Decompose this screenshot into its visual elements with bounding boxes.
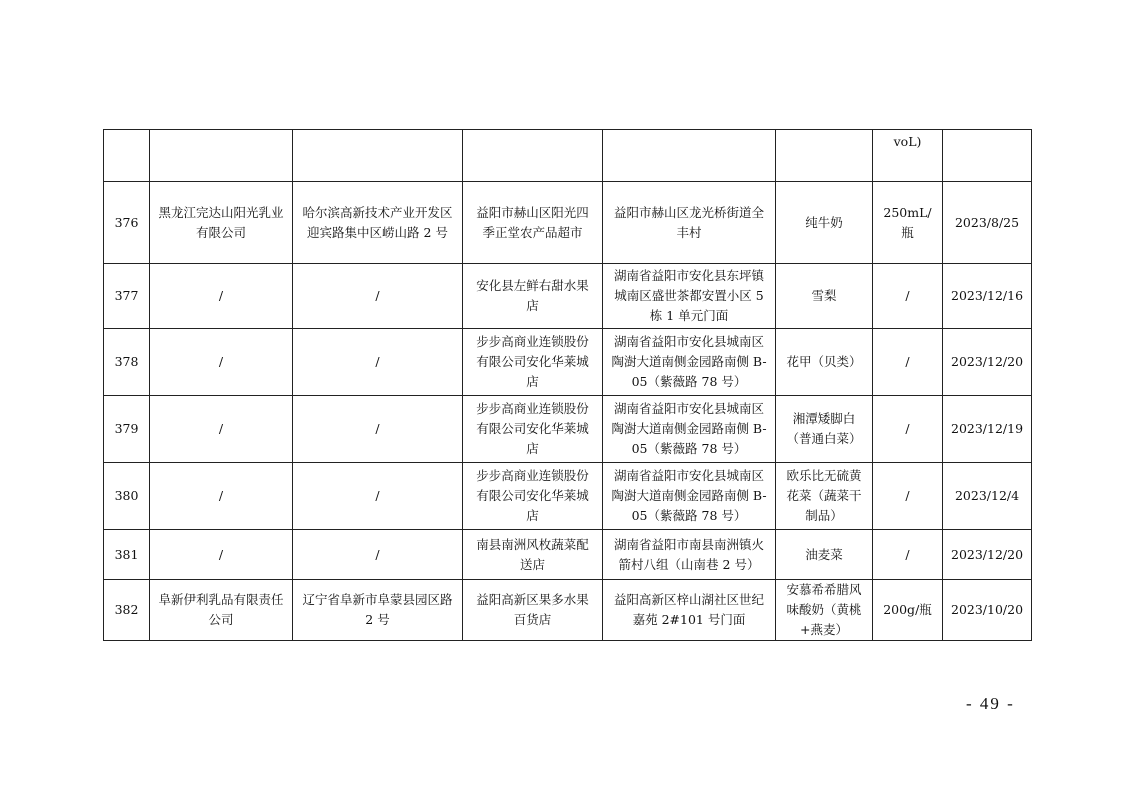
cell-producer: / — [150, 264, 293, 329]
cell-product: 雪梨 — [776, 264, 873, 329]
cell-seller: 步步高商业连锁股份有限公司安化华莱城店 — [463, 463, 603, 530]
cell-product: 油麦菜 — [776, 530, 873, 580]
cell-date: 2023/8/25 — [943, 182, 1032, 264]
cell-producer: 阜新伊利乳品有限责任公司 — [150, 580, 293, 641]
table-row — [104, 182, 1032, 264]
table-row — [104, 580, 1032, 641]
cell-spec-fragment: voL) — [873, 130, 943, 182]
cell-date: 2023/12/16 — [943, 264, 1032, 329]
cell-empty — [293, 130, 463, 182]
cell-producer: 黑龙江完达山阳光乳业有限公司 — [150, 182, 293, 264]
cell-seller: 步步高商业连锁股份有限公司安化华莱城店 — [463, 329, 603, 396]
cell-product: 安慕希希腊风味酸奶（黄桃+燕麦） — [776, 580, 873, 641]
cell-seller: 益阳市赫山区阳光四季正堂农产品超市 — [463, 182, 603, 264]
cell-no: 381 — [104, 530, 150, 580]
table-row — [104, 329, 1032, 396]
cell-producer-address: 哈尔滨高新技术产业开发区迎宾路集中区崂山路 2 号 — [293, 182, 463, 264]
cell-seller: 南县南洲风枚蔬菜配送店 — [463, 530, 603, 580]
cell-product: 欧乐比无硫黄花菜（蔬菜干制品） — [776, 463, 873, 530]
cell-date: 2023/10/20 — [943, 580, 1032, 641]
cell-date: 2023/12/20 — [943, 329, 1032, 396]
page-number: - 49 - — [966, 694, 1015, 713]
cell-spec: / — [873, 329, 943, 396]
cell-seller-address: 益阳高新区梓山湖社区世纪嘉苑 2#101 号门面 — [603, 580, 776, 641]
cell-empty — [943, 130, 1032, 182]
cell-seller-address: 湖南省益阳市安化县城南区陶澍大道南侧金园路南侧 B-05（紫薇路 78 号） — [603, 463, 776, 530]
table-row — [104, 530, 1032, 580]
cell-seller: 安化县左鲜右甜水果店 — [463, 264, 603, 329]
cell-seller-address: 湖南省益阳市安化县城南区陶澍大道南侧金园路南侧 B-05（紫薇路 78 号） — [603, 329, 776, 396]
cell-producer-address: / — [293, 530, 463, 580]
cell-producer-address: / — [293, 264, 463, 329]
cell-spec: / — [873, 463, 943, 530]
cell-producer: / — [150, 463, 293, 530]
cell-no: 379 — [104, 396, 150, 463]
cell-spec: / — [873, 530, 943, 580]
cell-producer: / — [150, 329, 293, 396]
cell-seller: 益阳高新区果多水果百货店 — [463, 580, 603, 641]
table-row — [104, 264, 1032, 329]
cell-no: 378 — [104, 329, 150, 396]
cell-spec: 250mL/瓶 — [873, 182, 943, 264]
cell-producer-address: / — [293, 396, 463, 463]
cell-no: 376 — [104, 182, 150, 264]
cell-no: 380 — [104, 463, 150, 530]
cell-seller-address: 益阳市赫山区龙光桥街道全丰村 — [603, 182, 776, 264]
cell-empty — [776, 130, 873, 182]
cell-spec: / — [873, 396, 943, 463]
cell-date: 2023/12/20 — [943, 530, 1032, 580]
cell-no: 377 — [104, 264, 150, 329]
cell-spec: 200g/瓶 — [873, 580, 943, 641]
cell-product: 花甲（贝类） — [776, 329, 873, 396]
table-row — [104, 463, 1032, 530]
cell-product: 纯牛奶 — [776, 182, 873, 264]
cell-date: 2023/12/19 — [943, 396, 1032, 463]
cell-empty — [104, 130, 150, 182]
cell-product: 湘潭矮脚白（普通白菜） — [776, 396, 873, 463]
cell-producer-address: 辽宁省阜新市阜蒙县园区路 2 号 — [293, 580, 463, 641]
table-body — [104, 130, 1032, 641]
cell-empty — [150, 130, 293, 182]
cell-no: 382 — [104, 580, 150, 641]
cell-producer-address: / — [293, 463, 463, 530]
cell-seller-address: 湖南省益阳市安化县东坪镇城南区盛世茶都安置小区 5 栋 1 单元门面 — [603, 264, 776, 329]
cell-producer: / — [150, 530, 293, 580]
cell-seller-address: 湖南省益阳市安化县城南区陶澍大道南侧金园路南侧 B-05（紫薇路 78 号） — [603, 396, 776, 463]
cell-producer: / — [150, 396, 293, 463]
table-row — [104, 396, 1032, 463]
cell-empty — [463, 130, 603, 182]
cell-date: 2023/12/4 — [943, 463, 1032, 530]
cell-seller: 步步高商业连锁股份有限公司安化华莱城店 — [463, 396, 603, 463]
sampling-results-table — [103, 129, 1032, 641]
table-row-fragment — [104, 130, 1032, 182]
cell-empty — [603, 130, 776, 182]
cell-producer-address: / — [293, 329, 463, 396]
cell-spec: / — [873, 264, 943, 329]
cell-seller-address: 湖南省益阳市南县南洲镇火箭村八组（山南巷 2 号） — [603, 530, 776, 580]
